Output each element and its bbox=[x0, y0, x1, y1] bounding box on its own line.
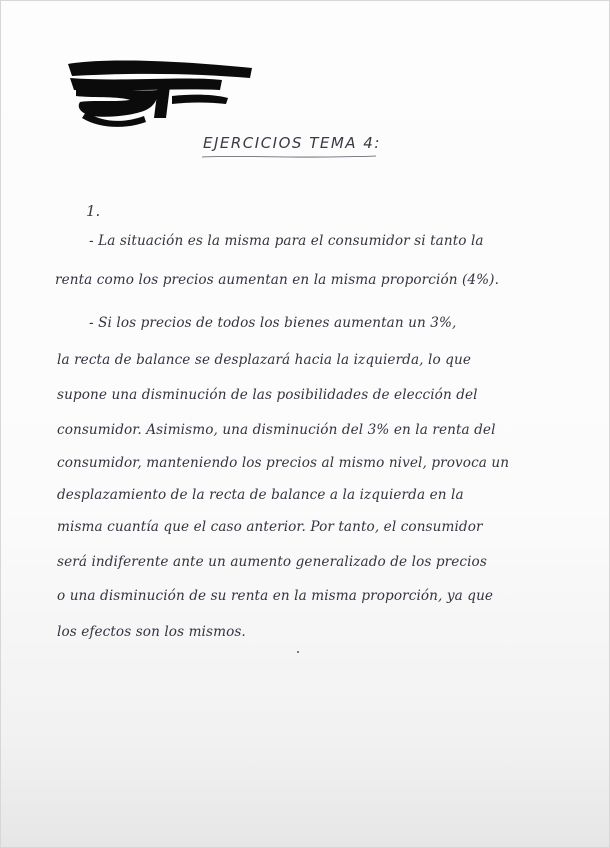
paragraph1-line-1: - La situación es la misma para el consumidor si tanto la bbox=[89, 233, 484, 249]
redaction-scribble bbox=[62, 56, 258, 128]
paragraph2-line-7: misma cuantía que el caso anterior. Por tanto, el consumidor bbox=[57, 519, 483, 535]
paragraph2-line-10: los efectos son los mismos. bbox=[57, 624, 246, 640]
page-title: EJERCICIOS TEMA 4: bbox=[203, 134, 381, 152]
paragraph2-line-8: será indiferente ante un aumento generalizado de los precios bbox=[57, 554, 487, 570]
ink-dot bbox=[297, 651, 299, 653]
exercise-number: 1. bbox=[86, 202, 101, 220]
paragraph2-line-5: consumidor, manteniendo los precios al mismo nivel, provoca un bbox=[57, 455, 510, 471]
paragraph2-line-1: - Si los precios de todos los bienes aumentan un 3%, bbox=[89, 315, 457, 331]
paragraph2-line-3: supone una disminución de las posibilidades de elección del bbox=[57, 387, 478, 403]
paragraph2-line-4: consumidor. Asimismo, una disminución del 3% en la renta del bbox=[57, 422, 496, 438]
title-underline bbox=[200, 154, 380, 160]
paragraph1-line-2: renta como los precios aumentan en la misma proporción (4%). bbox=[55, 272, 499, 288]
paragraph2-line-9: o una disminución de su renta en la misma proporción, ya que bbox=[57, 588, 494, 604]
paragraph2-line-6: desplazamiento de la recta de balance a la izquierda en la bbox=[57, 487, 464, 503]
paragraph2-line-2: la recta de balance se desplazará hacia la izquierda, lo que bbox=[57, 352, 471, 368]
